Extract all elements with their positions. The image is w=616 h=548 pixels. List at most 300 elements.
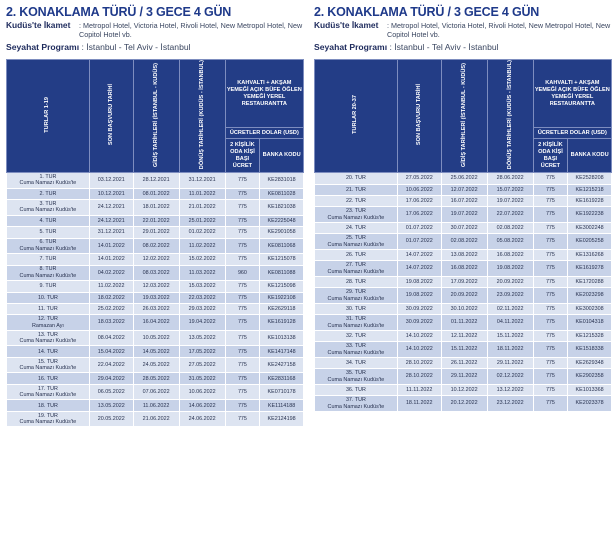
bank-code: KE1518338 [568,342,612,358]
tour-name: 8. TUR [39,266,57,273]
return-date: 11.02.2022 [179,238,225,254]
bank-code: KE1013368 [568,384,612,395]
tour-note: Cuma Namazı Kudüs'te [327,376,385,383]
tour-name: 2. TUR [39,190,57,197]
price-usd: 775 [225,188,260,199]
tour-note: Cuma Namazı Kudüs'te [19,207,77,214]
departure-date: 26.11.2022 [441,357,487,368]
tour-name-cell [7,373,90,384]
tour-name: 21. TUR [345,186,366,193]
header-price-per-person: 2 KİŞİLİK ODA KİŞİ BAŞI ÜCRET [225,139,260,173]
table-row [7,238,304,254]
tour-name-cell [315,384,398,395]
tour-name: 10. TUR [37,294,58,301]
price-usd: 775 [225,173,260,189]
section-title [6,5,231,19]
departure-date: 30.07.2022 [441,222,487,233]
tour-name: 20. TUR [345,175,366,182]
tour-name: 24. TUR [345,225,366,232]
price-usd: 775 [225,315,260,331]
table-row [7,200,304,216]
table-row [7,411,304,427]
header-fees-usd: ÜCRETLER DOLAR (USD) [225,128,303,139]
tour-name-cell [7,200,90,216]
return-date: 17.05.2022 [179,346,225,357]
tour-name-cell [7,315,90,331]
bank-code: KE2124198 [260,411,304,427]
program-label: Seyahat Programı [6,42,80,52]
last-application-date: 14.01.2022 [89,238,133,254]
price-usd: 775 [225,281,260,292]
last-application-date: 20.05.2022 [89,411,133,427]
last-application-date: 18.03.2022 [89,315,133,331]
price-usd: 775 [225,357,260,373]
price-usd: 775 [533,303,568,314]
bank-code: KE1316268 [568,249,612,260]
bank-code: KE0811088 [260,265,304,281]
tour-name-cell [7,384,90,400]
last-application-date: 27.05.2022 [397,173,441,184]
header-meal-plan: KAHVALTI + AKŞAM YEMEĞİ AÇIK BÜFE ÖĞLEN YEMEĞİ YEREL RESTAURANTTA [225,60,303,128]
departure-date: 22.01.2022 [133,215,179,226]
tour-name-cell [315,234,398,250]
last-application-date: 14.07.2022 [397,249,441,260]
tour-name: 23. TUR [345,208,366,215]
tour-name: 34. TUR [345,360,366,367]
hotel-label: Kudüs'te İkamet [6,20,71,30]
table-row [315,184,612,195]
tour-name-cell [7,188,90,199]
tour-note: Cuma Namazı Kudüs'te [19,338,77,345]
price-usd: 775 [225,303,260,314]
bank-code: KE1114188 [260,400,304,411]
table-row [7,227,304,238]
section-title [314,5,539,19]
tour-name: 22. TUR [345,198,366,205]
tour-name-cell [315,222,398,233]
return-date: 28.06.2022 [487,173,533,184]
tour-name-cell [315,173,398,184]
tour-name: 16. TUR [37,375,58,382]
tour-note: Cuma Namazı Kudüs'te [327,349,385,356]
table-row [7,400,304,411]
price-usd: 775 [225,200,260,216]
tour-name-cell [315,207,398,223]
price-usd: 775 [533,195,568,206]
tour-note: Cuma Namazı Kudüs'te [327,214,385,221]
price-usd: 775 [225,238,260,254]
return-date: 15.11.2022 [487,330,533,341]
tour-schedule-table [6,59,304,427]
bank-code: KE2831168 [260,373,304,384]
tour-name: 11. TUR [38,306,58,313]
tour-name-cell [315,330,398,341]
return-date: 02.08.2022 [487,222,533,233]
bank-code: KE1720288 [568,276,612,287]
table-row [315,369,612,385]
price-usd: 775 [533,234,568,250]
price-usd: 775 [225,330,260,346]
return-date: 15.07.2022 [487,184,533,195]
table-row [7,292,304,303]
departure-date: 28.05.2022 [133,373,179,384]
table-row [315,330,612,341]
header-departure-dates: GİDİŞ TARİHLERİ (İSTANBUL - KUDÜS) [441,60,487,173]
header-tours: TURLAR 1-19 [7,60,90,173]
price-usd: 775 [225,292,260,303]
bank-code: KE2023298 [568,288,612,304]
tour-name-cell [315,315,398,331]
tour-name: 6. TUR [39,239,57,246]
price-usd: 775 [225,215,260,226]
departure-date: 26.03.2022 [133,303,179,314]
tour-note: Cuma Namazı Kudüs'te [19,272,77,279]
price-usd: 775 [533,288,568,304]
price-usd: 775 [533,330,568,341]
return-date: 11.03.2022 [179,265,225,281]
return-date: 10.06.2022 [179,384,225,400]
hotel-list: : Metropol Hotel, Victoria Hotel, Rivoli Hotel, New Metropol Hotel, New Copitol Hotel vb. [79,21,303,39]
return-date: 22.07.2022 [487,207,533,223]
return-date: 19.07.2022 [487,195,533,206]
table-row [7,373,304,384]
tour-name: 27. TUR [345,262,366,269]
return-date: 02.11.2022 [487,303,533,314]
departure-date: 11.06.2022 [133,400,179,411]
table-row [7,303,304,314]
price-usd: 775 [533,249,568,260]
bank-code: KE1013138 [260,330,304,346]
last-application-date: 10.12.2021 [89,188,133,199]
departure-date: 07.06.2022 [133,384,179,400]
departure-date: 28.12.2021 [133,173,179,189]
return-date: 29.11.2022 [487,357,533,368]
table-row [7,215,304,226]
table-row [315,315,612,331]
price-usd: 775 [533,207,568,223]
departure-date: 14.05.2022 [133,346,179,357]
last-application-date: 19.08.2022 [397,276,441,287]
tour-note: Cuma Namazı Kudüs'te [19,245,77,252]
header-last-application: SON BAŞVURU TARİHİ [89,60,133,173]
tour-note: Cuma Namazı Kudüs'te [19,419,77,426]
tour-name: 12. TUR [37,316,58,323]
tour-name: 19. TUR [37,412,58,419]
table-row [315,249,612,260]
departure-date: 16.04.2022 [133,315,179,331]
return-date: 21.01.2022 [179,200,225,216]
return-date: 16.08.2022 [487,249,533,260]
price-usd: 775 [225,384,260,400]
last-application-date: 04.02.2022 [89,265,133,281]
table-row [315,222,612,233]
price-usd: 775 [533,396,568,412]
tour-name-cell [315,303,398,314]
return-date: 01.02.2022 [179,227,225,238]
tour-name: 15. TUR [37,358,58,365]
departure-date: 16.08.2022 [441,261,487,277]
bank-code: KE2901058 [260,227,304,238]
table-row [7,265,304,281]
tour-name-cell [7,281,90,292]
return-date: 05.08.2022 [487,234,533,250]
last-application-date: 15.04.2022 [89,346,133,357]
departure-date: 19.03.2022 [133,292,179,303]
header-last-application: SON BAŞVURU TARİHİ [397,60,441,173]
tour-note: Cuma Namazı Kudüs'te [327,403,385,410]
tour-name-cell [7,254,90,265]
last-application-date: 24.12.2021 [89,200,133,216]
last-application-date: 18.11.2022 [397,396,441,412]
table-row [7,346,304,357]
bank-code: KE1922238 [568,207,612,223]
price-usd: 775 [533,222,568,233]
table-row [7,315,304,331]
departure-date: 20.09.2022 [441,288,487,304]
last-application-date: 14.01.2022 [89,254,133,265]
return-date: 15.03.2022 [179,281,225,292]
tour-name-cell [7,346,90,357]
tour-name: 1. TUR [39,174,57,181]
return-date: 04.11.2022 [487,315,533,331]
price-usd: 775 [533,184,568,195]
tour-name-cell [7,303,90,314]
bank-code: KE2629118 [260,303,304,314]
return-date: 23.12.2022 [487,396,533,412]
tour-rows [7,173,304,427]
price-usd: 960 [225,265,260,281]
departure-date: 29.11.2022 [441,369,487,385]
price-usd: 775 [225,411,260,427]
bank-code: KE0205258 [568,234,612,250]
hotel-label: Kudüs'te İkamet [314,20,379,30]
departure-date: 12.07.2022 [441,184,487,195]
tour-name-cell [315,261,398,277]
departure-date: 21.06.2022 [133,411,179,427]
departure-date: 17.09.2022 [441,276,487,287]
tour-name: 29. TUR [345,289,366,296]
tour-name-cell [7,238,90,254]
bank-code: KE0104318 [568,315,612,331]
header-bank-code: BANKA KODU [260,139,304,173]
return-date: 19.04.2022 [179,315,225,331]
last-application-date: 17.06.2022 [397,195,441,206]
table-row [315,396,612,412]
last-application-date: 28.10.2022 [397,357,441,368]
bank-code: KE3002248 [568,222,612,233]
departure-date: 02.08.2022 [441,234,487,250]
tour-name-cell [7,173,90,189]
table-row [315,173,612,184]
table-row [315,303,612,314]
last-application-date: 28.10.2022 [397,369,441,385]
tour-name: 13. TUR [37,331,58,338]
tour-name: 18. TUR [37,402,58,409]
departure-date: 12.02.2022 [133,254,179,265]
tour-name: 32. TUR [345,333,366,340]
departure-date: 24.05.2022 [133,357,179,373]
return-date: 22.03.2022 [179,292,225,303]
bank-code: KE1619228 [568,195,612,206]
last-application-date: 22.04.2022 [89,357,133,373]
price-usd: 775 [533,173,568,184]
tour-name-cell [315,249,398,260]
tour-name: 17. TUR [37,385,58,392]
departure-date: 18.01.2022 [133,200,179,216]
departure-date: 12.03.2022 [133,281,179,292]
price-usd: 775 [533,369,568,385]
last-application-date: 30.09.2022 [397,315,441,331]
table-row [7,281,304,292]
tour-rows [315,173,612,412]
header-departure-dates: GİDİŞ TARİHLERİ (İSTANBUL - KUDÜS) [133,60,179,173]
last-application-date: 14.07.2022 [397,261,441,277]
header-return-dates: DÖNÜŞ TARİHLERİ (KUDÜS - İSTANBUL) [179,60,225,173]
return-date: 23.09.2022 [487,288,533,304]
tour-note: Cuma Namazı Kudüs'te [19,365,77,372]
table-row [315,384,612,395]
bank-code: KE1619278 [568,261,612,277]
bank-code: KE1417148 [260,346,304,357]
section-title-main: 2. KONAKLAMA TÜRÜ [6,5,137,19]
tour-name-cell [315,184,398,195]
last-application-date: 29.04.2022 [89,373,133,384]
header-fees-usd: ÜCRETLER DOLAR (USD) [533,128,611,139]
price-usd: 775 [533,357,568,368]
tour-name: 31. TUR [345,316,366,323]
price-usd: 775 [533,315,568,331]
table-row [7,384,304,400]
table-row [315,234,612,250]
departure-date: 01.11.2022 [441,315,487,331]
departure-date: 25.06.2022 [441,173,487,184]
tour-name: 4. TUR [39,217,57,224]
price-usd: 775 [225,346,260,357]
tour-note: Cuma Namazı Kudüs'te [19,392,77,399]
tour-name-cell [315,369,398,385]
header-price-per-person: 2 KİŞİLİK ODA KİŞİ BAŞI ÜCRET [533,139,568,173]
bank-code: KE1619128 [260,315,304,331]
program-route: : İstanbul - Tel Aviv - İstanbul [387,42,499,52]
bank-code: KE1215078 [260,254,304,265]
return-date: 31.12.2021 [179,173,225,189]
tour-name: 9. TUR [39,283,57,290]
tour-name: 36. TUR [345,387,366,394]
program-route: : İstanbul - Tel Aviv - İstanbul [79,42,191,52]
tour-name-cell [7,411,90,427]
tour-name-cell [315,276,398,287]
bank-code: KE2225048 [260,215,304,226]
bank-code: KE0811028 [260,188,304,199]
last-application-date: 17.06.2022 [397,207,441,223]
travel-program [314,42,499,52]
price-usd: 775 [533,261,568,277]
table-row [315,342,612,358]
tour-name: 35. TUR [345,370,366,377]
departure-date: 20.12.2022 [441,396,487,412]
return-date: 19.08.2022 [487,261,533,277]
last-application-date: 31.12.2021 [89,227,133,238]
last-application-date: 01.07.2022 [397,222,441,233]
departure-date: 12.11.2022 [441,330,487,341]
return-date: 13.12.2022 [487,384,533,395]
section-title-duration: / 3 GECE 4 GÜN [136,5,232,19]
last-application-date: 03.12.2021 [89,173,133,189]
return-date: 20.09.2022 [487,276,533,287]
tour-schedule-table [314,59,612,412]
table-row [7,254,304,265]
table-row [315,276,612,287]
table-row [315,261,612,277]
tour-note: Cuma Namazı Kudüs'te [327,295,385,302]
tour-name-cell [315,288,398,304]
return-date: 15.02.2022 [179,254,225,265]
hotel-list: : Metropol Hotel, Victoria Hotel, Rivoli Hotel, New Metropol Hotel, New Copitol Hotel vb. [387,21,611,39]
tour-name-cell [7,330,90,346]
last-application-date: 14.10.2022 [397,330,441,341]
tour-note: Cuma Namazı Kudüs'te [327,322,385,329]
travel-program [6,42,191,52]
tour-name-cell [7,265,90,281]
panel-tours-1-19 [6,0,304,548]
program-label: Seyahat Programı [314,42,388,52]
return-date: 02.12.2022 [487,369,533,385]
departure-date: 10.12.2022 [441,384,487,395]
price-usd: 775 [225,254,260,265]
price-usd: 775 [533,276,568,287]
return-date: 13.05.2022 [179,330,225,346]
header-bank-code: BANKA KODU [568,139,612,173]
table-row [7,188,304,199]
tour-name: 33. TUR [345,343,366,350]
tour-name-cell [315,396,398,412]
departure-date: 19.07.2022 [441,207,487,223]
tour-name: 7. TUR [39,256,57,263]
header-meal-plan: KAHVALTI + AKŞAM YEMEĞİ AÇIK BÜFE ÖĞLEN YEMEĞİ YEREL RESTAURANTTA [533,60,611,128]
table-row [7,357,304,373]
last-application-date: 11.02.2022 [89,281,133,292]
tour-name: 37. TUR [345,397,366,404]
tour-name-cell [315,195,398,206]
bank-code: KE2023378 [568,396,612,412]
bank-code: KE2831018 [260,173,304,189]
departure-date: 15.11.2022 [441,342,487,358]
return-date: 31.05.2022 [179,373,225,384]
last-application-date: 08.04.2022 [89,330,133,346]
departure-date: 08.03.2022 [133,265,179,281]
tour-name-cell [7,357,90,373]
last-application-date: 11.11.2022 [397,384,441,395]
departure-date: 08.02.2022 [133,238,179,254]
panel-tours-20-37 [314,0,612,548]
return-date: 11.01.2022 [179,188,225,199]
departure-date: 13.08.2022 [441,249,487,260]
section-title-duration: / 3 GECE 4 GÜN [444,5,540,19]
departure-date: 29.01.2022 [133,227,179,238]
last-application-date: 19.08.2022 [397,288,441,304]
last-application-date: 06.05.2022 [89,384,133,400]
bank-code: KE1215218 [568,184,612,195]
last-application-date: 18.02.2022 [89,292,133,303]
header-tours: TURLAR 20-37 [315,60,398,173]
tour-name-cell [7,215,90,226]
table-row [315,357,612,368]
tour-name: 5. TUR [39,229,57,236]
bank-code: KE1215328 [568,330,612,341]
return-date: 24.06.2022 [179,411,225,427]
last-application-date: 25.02.2022 [89,303,133,314]
table-row [315,207,612,223]
